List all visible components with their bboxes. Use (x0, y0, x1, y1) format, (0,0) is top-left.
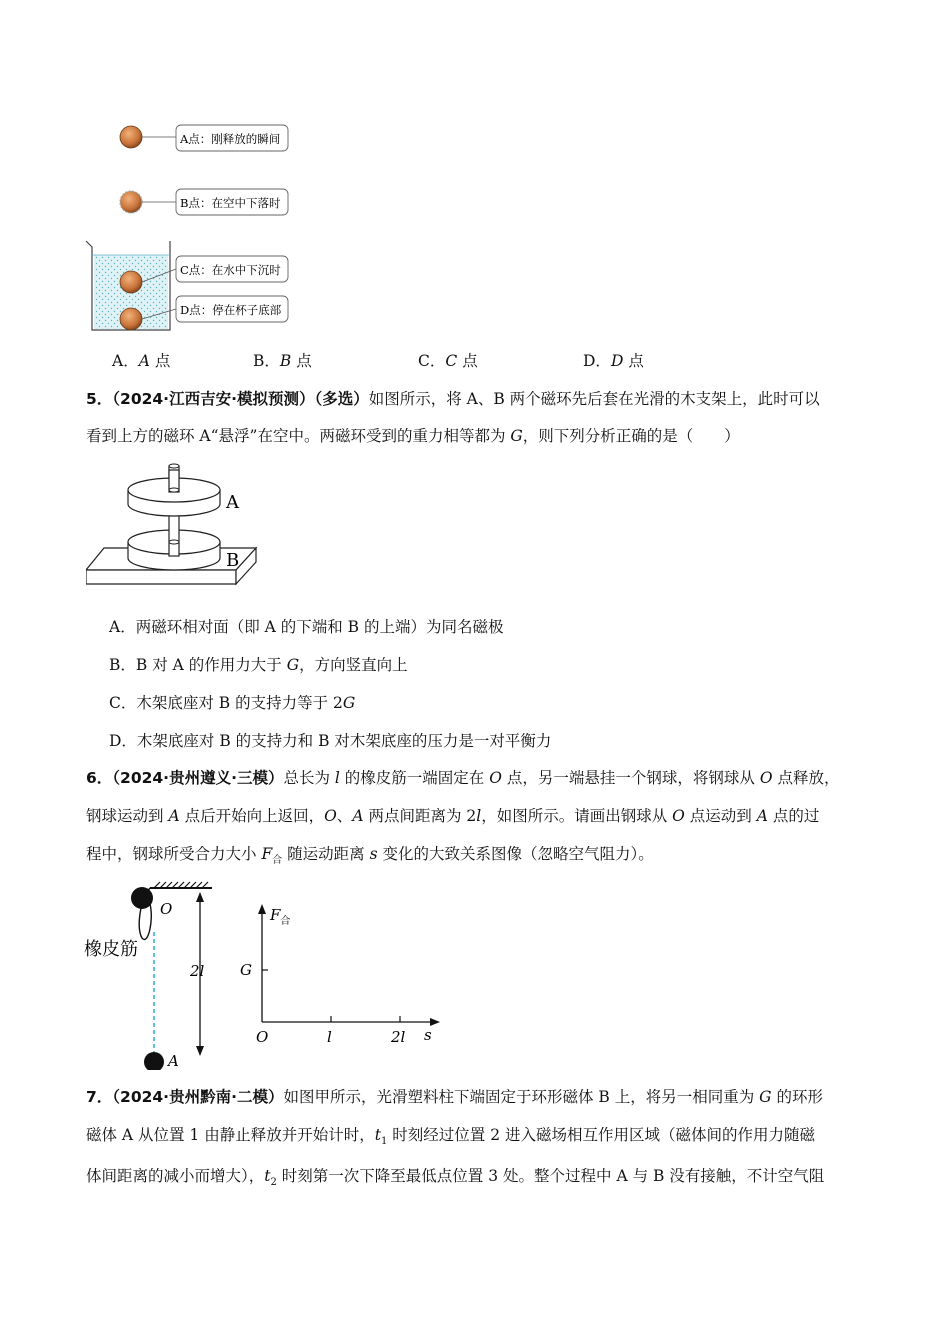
x-axis-label: s (424, 1026, 432, 1044)
label-d: D点：停在杯子底部 (180, 303, 282, 317)
q5-line-2: 看到上方的磁环 A“悬浮”在空中。两磁环受到的重力相等都为 G，则下列分析正确的是（ ） (86, 427, 740, 445)
rubber-band-figure (84, 880, 444, 1070)
q4-option-b: B．B 点 (253, 352, 312, 370)
ball-falling-figure (80, 115, 300, 337)
q7-line-1: 7．（2024·贵州黔南·二模）如图甲所示，光滑塑料柱下端固定于环形磁体 B 上，将另一相同重为 G 的环形 (86, 1088, 823, 1106)
q6-line-2: 钢球运动到 A 点后开始向上返回，O、A 两点间距离为 2l，如图所示。请画出钢球从 O 点运动到 A 点的过 (86, 807, 820, 825)
tick-2l-label: 2l (391, 1028, 406, 1046)
q5-line-1: 5．（2024·江西吉安·模拟预测）（多选）如图所示，将 A、B 两个磁环先后套在光滑的木支架上，此时可以 (86, 390, 820, 408)
q4-option-d: D．D 点 (583, 352, 644, 370)
point-a-label: A (168, 1052, 179, 1070)
ball-d (120, 308, 142, 330)
magnet-rings-figure (86, 462, 266, 602)
label-b: B点：在空中下落时 (180, 196, 281, 210)
q4-option-a: A．A 点 (112, 352, 171, 370)
label-c: C点：在水中下沉时 (180, 263, 281, 277)
q5-option-d: D．木架底座对 B 的支持力和 B 对木架底座的压力是一对平衡力 (109, 732, 552, 750)
q5-option-c: C．木架底座对 B 的支持力等于 2G (109, 694, 356, 712)
q4-option-c: C．C 点 (418, 352, 478, 370)
ring-a-label: A (226, 492, 239, 513)
origin-label: O (256, 1028, 269, 1046)
ball-a (120, 126, 142, 148)
ring-b-label: B (226, 550, 240, 571)
ball-b (120, 191, 142, 213)
q6-line-1: 6．（2024·贵州遵义·三模）总长为 l 的橡皮筋一端固定在 O 点，另一端悬挂一个钢球，将钢球从 O 点释放， (86, 769, 840, 787)
q6-line-3: 程中，钢球所受合力大小 $F_合$ 随运动距离 s 变化的大致关系图像（忽略空气阻力）。 (86, 845, 654, 867)
tick-l-label: l (327, 1028, 332, 1046)
q7-line-3: 体间距离的减小而增大），$t_2$ 时刻第一次下降至最低点位置 3 处。整个过程中 A 与 B 没有接触，不计空气阻 (86, 1167, 825, 1189)
ball-c (120, 271, 142, 293)
point-o-label: O (160, 900, 173, 918)
q7-line-2: 磁体 A 从位置 1 由静止释放并开始计时，$t_1$ 时刻经过位置 2 进入磁场相互作用区域（磁体间的作用力随磁 (86, 1126, 816, 1148)
ball-at-a (144, 1052, 164, 1070)
label-a: A点：刚释放的瞬间 (180, 132, 281, 146)
q5-option-a: A．两磁环相对面（即 A 的下端和 B 的上端）为同名磁极 (109, 618, 504, 636)
q5-option-b: B．B 对 A 的作用力大于 G，方向竖直向上 (109, 656, 408, 674)
rubber-band-label: 橡皮筋 (84, 939, 138, 960)
g-tick-label: G (240, 961, 252, 979)
length-label: 2l (190, 962, 205, 980)
y-axis-label: $F_合$ (270, 906, 291, 927)
